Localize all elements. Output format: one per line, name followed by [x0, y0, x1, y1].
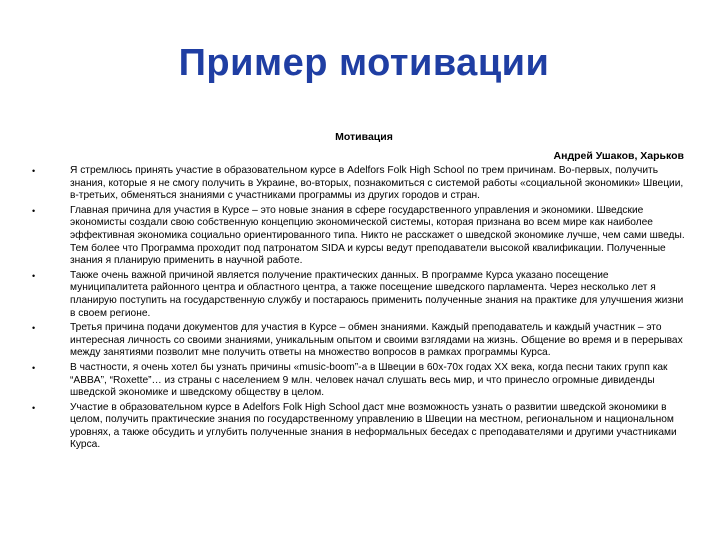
bullet-icon: •	[32, 323, 36, 334]
bullet-text: Третья причина подачи документов для участия в Курсе – обмен знаниями. Каждый преподаватель и каждый участник – это интересная личность со своими знаниями, уникальным опытом и своими взглядами на жизнь. Общение во время и в перерывах между занятиями позволит мне получить ответы на множество вопросов в рамках программы Курса.	[70, 322, 683, 359]
slide-title: Пример мотивации	[178, 42, 550, 84]
bullet-list	[32, 165, 688, 454]
bullet-text: В частности, я очень хотел бы узнать причины «music-boom”-а в Швеции в 60х-70х годах XX века, когда песни таких групп как “ABBA”, “Roxette”… из страны с населением 9 млн. человек начал слушать весь мир, и что принесло огромные дивиденды шведской экономике и шведскому обществу в целом.	[70, 361, 668, 399]
list-item	[32, 205, 688, 268]
list-item	[32, 270, 688, 320]
bullet-icon: •	[32, 402, 36, 413]
list-item	[32, 362, 688, 400]
bullet-text: Главная причина для участия в Курсе – это новые знания в сфере государственного управления и экономики. Шведские экономисты создали свою собственную концепцию экономической системы, которая признана во всем мире как наиболее эффективная экономика социально ориентированного типа. Никто не расскажет о шведской экономике лучше, чем сами шведы. Тем более что Программа проходит под патронатом SIDA и курсы ведут преподаватели высокой квалификации. Полученные знания я планирую применить в научной работе.	[70, 204, 685, 267]
bullet-icon: •	[32, 166, 36, 176]
author-line: Андрей Ушаков, Харьков	[553, 150, 684, 162]
list-item	[32, 322, 688, 360]
list-item	[32, 402, 688, 452]
bullet-text: Участие в образовательном курсе в Adelfors Folk High School даст мне возможность узнать о развитии шведской экономики в целом, получить практические знания по государственному управлению в Швеции на местном, региональном и национальном уровнях, а также обсудить и углубить полученные знания в неформальных беседах с преподавателями и другими участниками Курса.	[70, 401, 677, 451]
bullet-text: Я стремлюсь принять участие в образовательном курсе в Adelfors Folk High School по трем причинам. Во-первых, получить знания, которые я не смогу получить в Украине, во-вторых, познакомиться с системой работы «социальной экономики» Швеции, в-третьих, обменяться знаниями с участниками программы из других городов и стран.	[70, 165, 684, 202]
bullet-icon: •	[32, 205, 36, 216]
bullet-icon: •	[32, 270, 36, 281]
bullet-icon: •	[32, 362, 36, 373]
subheading: Мотивация	[335, 131, 393, 143]
bullet-text: Также очень важной причиной является получение практических данных. В программе Курса указано посещение муниципалитета районного центра и областного центра, а также посещение шведского парламента. Через несколько лет я планирую поступить на государственную службу и постараюсь применить полученные знания на практике для улучшения жизни в своем регионе.	[70, 269, 684, 319]
list-item	[32, 165, 688, 203]
